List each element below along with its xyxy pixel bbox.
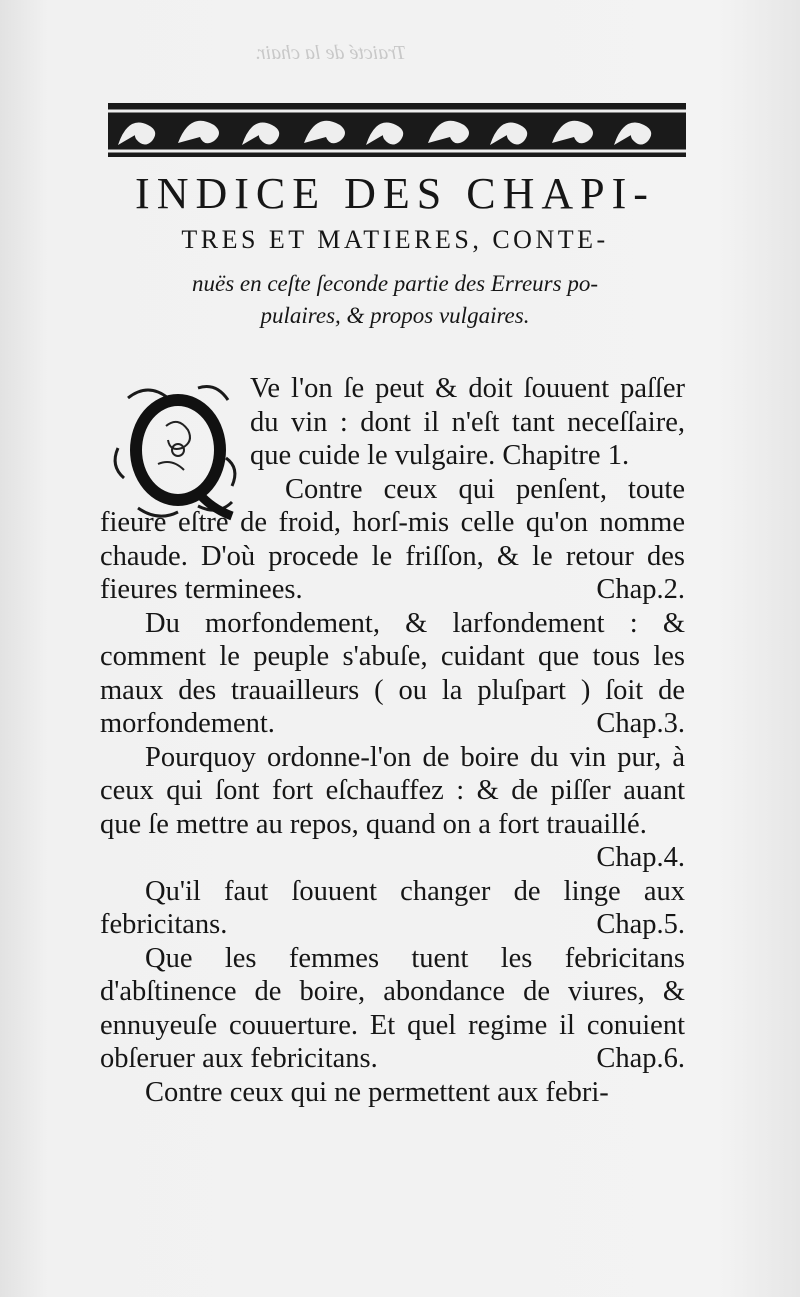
index-title-line-1: INDICE DES CHAPI- [135,169,655,218]
chapter-entry-text: Que les femmes tuent les febricitans d'abſtinence de boire, abondance de viures, & ennuyeuſe couuerture. Et quel regime il conuient obſeruer aux febricitans. [100,942,685,1074]
chapter-entry-6 [100,942,685,1076]
chapter-entry-text: Pourquoy ordonne-l'on de boire du vin pur, à ceux qui ſont fort eſchauffez : & de piſſer auant que ſe mettre au repos, quand on a fort trauaillé. [100,741,685,840]
chapter-index [100,372,685,1109]
index-subtitle [100,268,690,332]
chapter-entry-text: Contre ceux qui penſent, toute fieure eſtre de froid, horſ-mis celle qu'on nomme chaude. D'où procede le friſſon, & le retour des fieures terminees. [100,473,685,605]
chapter-entry-1 [100,372,685,473]
chapter-number: Chap.4. [596,842,685,873]
chapter-entry-7 [100,1076,685,1110]
chapter-number: Chap.6. [596,1043,685,1074]
chapter-entry-5 [100,875,685,942]
index-title-line-2: TRES ET MATIERES, CONTE- [181,225,609,254]
chapter-entry-2 [100,473,685,607]
chapter-entry-text: Contre ceux qui ne permettent aux febri- [145,1076,609,1108]
chapter-number: Chap.3. [596,708,685,739]
chapter-entry-3 [100,607,685,741]
bleed-through-text: Traicté de la chair. [255,42,407,64]
chapter-entry-text: Ve l'on ſe peut & doit ſouuent paſſer du vin : dont il n'eſt tant neceſſaire, que cuide le vulgaire. Chapitre 1. [250,373,685,471]
chapter-number: Chap.2. [596,574,685,605]
subtitle-line-1: nuës en ceſte ſeconde partie des Erreurs po- [191,271,598,296]
ornamental-headpiece [108,103,686,157]
chapter-number: Chap.5. [596,909,685,940]
subtitle-line-2: pulaires, & propos vulgaires. [260,303,530,328]
chapter-entry-4 [100,741,685,875]
chapter-entry-text: Qu'il faut ſouuent changer de linge aux febricitans. [100,875,685,940]
chapter-entry-text: Du morfondement, & larfondement : & comment le peuple s'abuſe, cuidant que tous les maux des trauailleurs ( ou la pluſpart ) ſoit de morfondement. [100,607,685,739]
